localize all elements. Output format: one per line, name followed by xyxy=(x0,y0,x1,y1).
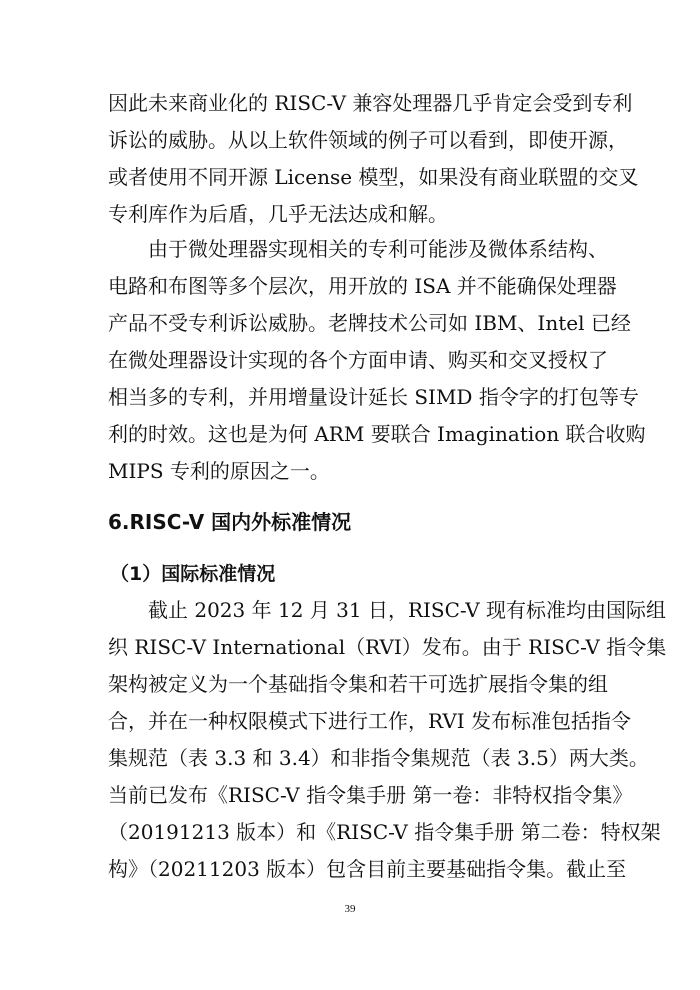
text-line: 截止 2023 年 12 月 31 日，RISC-V 现有标准均由国际组 xyxy=(148,598,667,622)
subsection-heading: （1）国际标准情况 xyxy=(110,563,276,585)
text-line: 构》（20211203 版本）包含目前主要基础指令集。截止至 xyxy=(108,857,627,881)
section-heading: 6.RISC-V 国内外标准情况 xyxy=(108,510,352,534)
text-line: 专利库作为后盾，几乎无法达成和解。 xyxy=(108,202,448,226)
text-line: 相当多的专利，并用增量设计延长 SIMD 指令字的打包等专 xyxy=(108,385,639,409)
text-line: 集规范（表 3.3 和 3.4）和非指令集规范（表 3.5）两大类。 xyxy=(108,746,649,770)
text-line: MIPS 专利的原因之一。 xyxy=(108,459,330,483)
text-line: 产品不受专利诉讼威胁。老牌技术公司如 IBM、Intel 已经 xyxy=(108,311,631,335)
text-line: 当前已发布《RISC-V 指令集手册 第一卷：非特权指令集》 xyxy=(108,783,633,807)
text-line: 合，并在一种权限模式下进行工作，RVI 发布标准包括指令 xyxy=(108,709,632,733)
text-line: 因此未来商业化的 RISC-V 兼容处理器几乎肯定会受到专利 xyxy=(108,91,633,115)
text-line: 诉讼的威胁。从以上软件领域的例子可以看到，即使开源， xyxy=(108,128,628,152)
text-line: 架构被定义为一个基础指令集和若干可选扩展指令集的组 xyxy=(108,672,608,696)
text-line: 由于微处理器实现相关的专利可能涉及微体系结构、 xyxy=(148,237,608,261)
text-line: 织 RISC-V International（RVI）发布。由于 RISC-V 指令集 xyxy=(108,635,667,659)
page-number: 39 xyxy=(344,903,356,915)
text-line: 利的时效。这也是为何 ARM 要联合 Imagination 联合收购 xyxy=(108,422,646,446)
text-line: 或者使用不同开源 License 模型，如果没有商业联盟的交叉 xyxy=(108,165,639,189)
text-line: 电路和布图等多个层次，用开放的 ISA 并不能确保处理器 xyxy=(108,274,617,298)
text-line: 在微处理器设计实现的各个方面申请、购买和交叉授权了 xyxy=(108,348,608,372)
text-line: （20191213 版本）和《RISC-V 指令集手册 第二卷：特权架 xyxy=(108,820,661,844)
